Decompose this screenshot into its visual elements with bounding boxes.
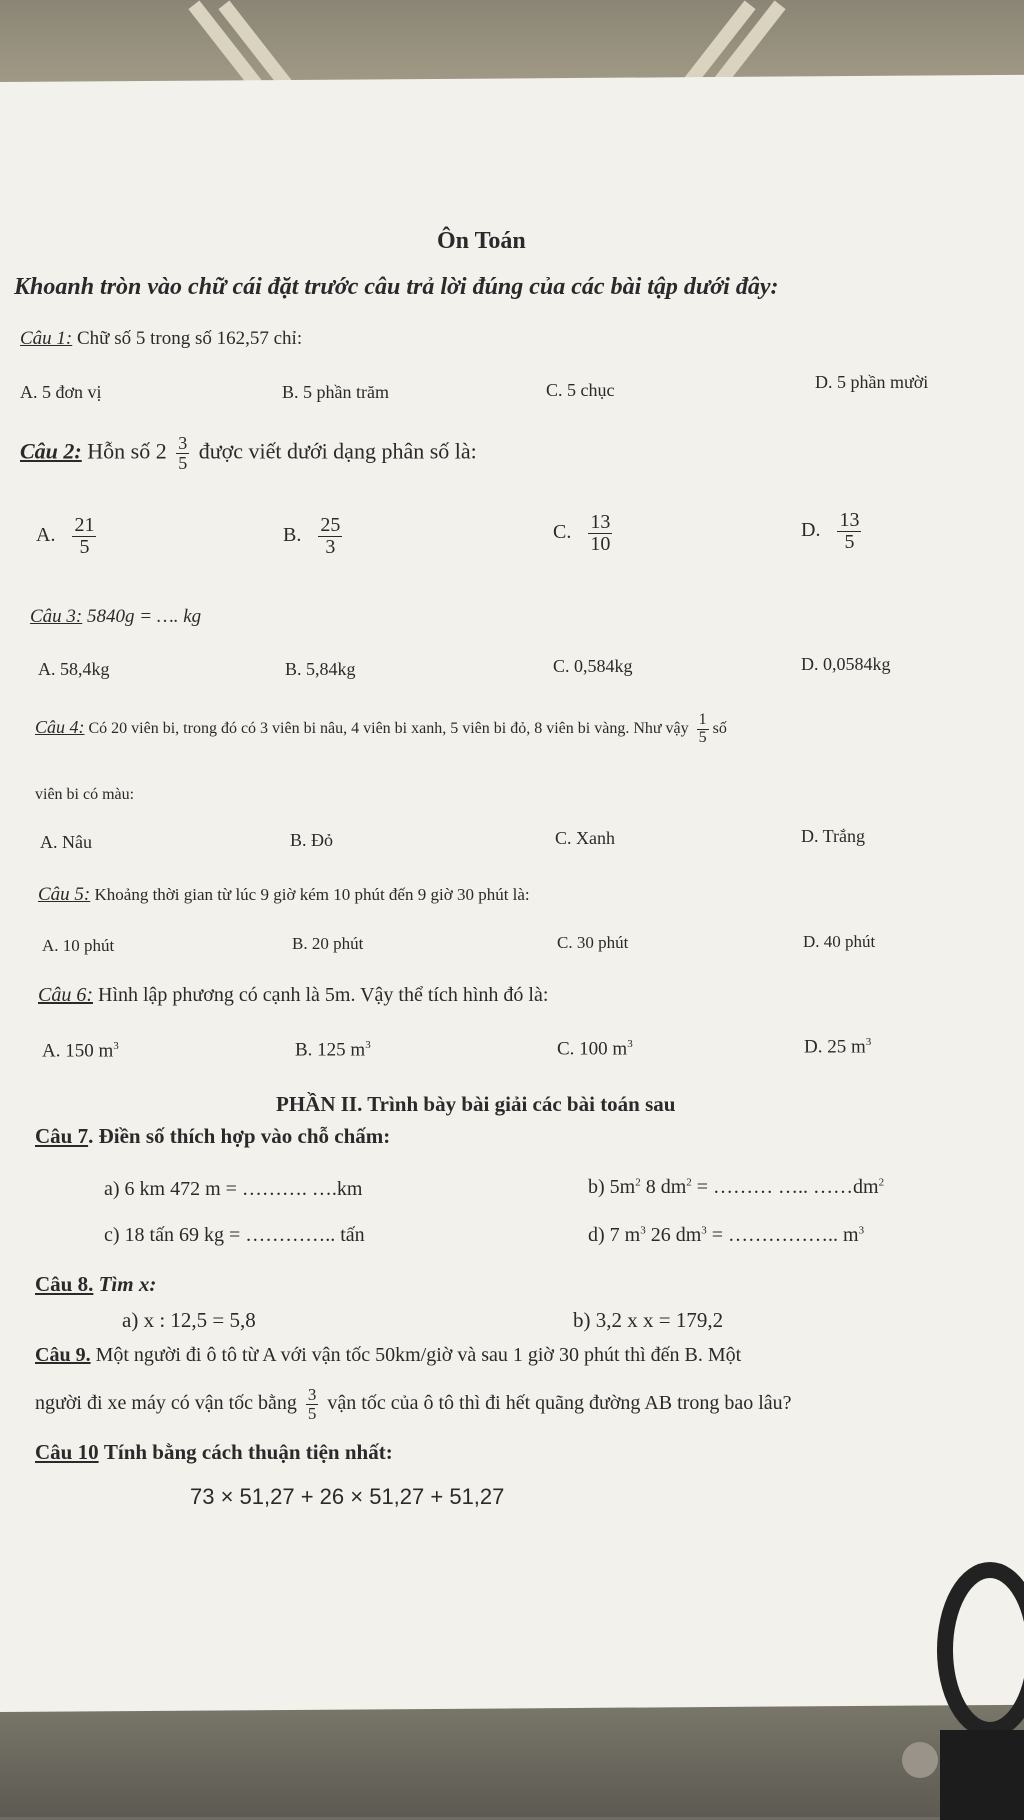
exercise-7a: a) 6 km 472 m = ………. ….km bbox=[104, 1178, 363, 1200]
option-d[interactable]: D. 25 $m^3$ bbox=[804, 1036, 872, 1058]
question-text: Khoảng thời gian từ lúc 9 giờ kém 10 phút đến 9 giờ 30 phút là: bbox=[94, 885, 530, 904]
option-a[interactable]: A. 10 phút bbox=[42, 936, 115, 955]
question-text: 5840g = …. kg bbox=[87, 606, 202, 627]
fraction: $\frac{21}{5}$ bbox=[74, 514, 95, 558]
question-2 bbox=[20, 434, 477, 473]
exercise-8b: b) 3,2 x x = 179,2 bbox=[573, 1308, 724, 1332]
question-8 bbox=[35, 1272, 156, 1297]
option-c[interactable]: C. Xanh bbox=[555, 828, 615, 848]
question-label: Câu 5: bbox=[38, 884, 91, 905]
option-b[interactable]: B. 20 phút bbox=[292, 934, 364, 953]
question-7 bbox=[35, 1124, 390, 1149]
question-text: Hỗn số 2 bbox=[87, 438, 167, 464]
option-b[interactable]: B. $\frac{25}{3}$ bbox=[283, 514, 341, 558]
question-text: Hình lập phương có cạnh là 5m. Vậy thể tích hình đó là: bbox=[98, 984, 549, 1006]
exercise-8a: a) x : 12,5 = 5,8 bbox=[122, 1308, 256, 1332]
question-label: Câu 9. bbox=[35, 1344, 91, 1366]
question-label: Câu 10 bbox=[35, 1440, 99, 1464]
fraction: $\frac{3}{5}$ bbox=[307, 1385, 317, 1423]
option-d[interactable]: D. 0,0584kg bbox=[801, 654, 891, 674]
option-b[interactable]: B. 5,84kg bbox=[285, 659, 356, 679]
question-10 bbox=[35, 1440, 393, 1465]
question-text: Chữ số 5 trong số 162,57 chỉ: bbox=[77, 328, 303, 349]
part-2-heading: PHẦN II. Trình bày bài giải các bài toán sau bbox=[276, 1092, 676, 1116]
option-c[interactable]: C. 0,584kg bbox=[553, 656, 633, 676]
option-b[interactable]: B. 125 $m^3$ bbox=[295, 1039, 371, 1061]
option-a[interactable]: A. $\frac{21}{5}$ bbox=[36, 514, 95, 558]
fraction: $\frac{3}{5}$ bbox=[178, 433, 188, 473]
option-c[interactable]: C. 5 chục bbox=[546, 380, 615, 400]
question-label: Câu 2: bbox=[20, 438, 82, 464]
option-d[interactable]: D. 40 phút bbox=[803, 932, 876, 951]
question-label: Câu 8. bbox=[35, 1272, 94, 1296]
option-c[interactable]: C. 30 phút bbox=[557, 933, 629, 952]
option-b[interactable]: B. 5 phần trăm bbox=[282, 382, 389, 402]
option-b[interactable]: B. Đỏ bbox=[290, 830, 334, 850]
question-3 bbox=[30, 606, 201, 628]
option-c[interactable]: C. 100 $m^3$ bbox=[557, 1038, 633, 1060]
option-a[interactable]: A. 5 đơn vị bbox=[20, 382, 102, 402]
exercise-7d: d) 7 $m^3$ 26 $dm^3$ = …………….. $m^3$ bbox=[588, 1224, 865, 1246]
question-text: . Điền số thích hợp vào chỗ chấm: bbox=[88, 1124, 391, 1148]
fraction: $\frac{1}{5}$ bbox=[698, 711, 707, 746]
question-text: Một người đi ô tô từ A với vận tốc 50km/giờ và sau 1 giờ 30 phút thì đến B. Một bbox=[95, 1344, 742, 1366]
keys-icon bbox=[880, 1560, 1024, 1820]
option-c[interactable]: C. $\frac{13}{10}$ bbox=[553, 511, 611, 555]
option-a[interactable]: A. 150 $m^3$ bbox=[42, 1040, 119, 1062]
question-4-line2: viên bi có màu: bbox=[35, 786, 135, 803]
question-4: Câu 4: Có 20 viên bi, trong đó có 3 viên bi nâu, 4 viên bi xanh, 5 viên bi đỏ, 8 viên bi vàng. Như vậy $\frac{1}{5}$ số bbox=[35, 711, 727, 746]
option-a[interactable]: A. 58,4kg bbox=[38, 659, 110, 679]
expression: 73 × 51,27 + 26 × 51,27 + 51,27 bbox=[190, 1484, 505, 1509]
question-5 bbox=[38, 884, 530, 906]
question-9 bbox=[35, 1344, 741, 1367]
option-d[interactable]: D. 5 phần mười bbox=[815, 372, 929, 392]
question-label: Câu 4: bbox=[35, 716, 85, 737]
question-6 bbox=[38, 984, 548, 1007]
question-label: Câu 1: bbox=[20, 328, 73, 349]
question-label: Câu 6: bbox=[38, 984, 93, 1006]
exercise-7c: c) 18 tấn 69 kg = ………….. tấn bbox=[104, 1224, 365, 1246]
option-d[interactable]: D. Trắng bbox=[801, 826, 866, 846]
question-label: Câu 7 bbox=[35, 1124, 89, 1148]
question-label: Câu 3: bbox=[30, 606, 83, 627]
option-a[interactable]: A. Nâu bbox=[40, 832, 92, 852]
fraction: $\frac{13}{5}$ bbox=[839, 509, 860, 553]
fraction: $\frac{25}{3}$ bbox=[320, 514, 341, 558]
exercise-7b: b) $5m^2$ 8 $dm^2$ = ……… ….. $\dots\dots dm^2$ bbox=[588, 1176, 885, 1198]
question-1 bbox=[20, 328, 302, 350]
option-d[interactable]: D. $\frac{13}{5}$ bbox=[801, 509, 860, 553]
question-text: Tìm x: bbox=[98, 1272, 157, 1296]
question-text: Tính bằng cách thuận tiện nhất: bbox=[103, 1440, 393, 1464]
question-9-line2: người đi xe máy có vận tốc bằng $\frac{3}{5}$ vận tốc của ô tô thì đi hết quãng đường AB trong bao lâu? bbox=[35, 1385, 792, 1423]
question-text: Có 20 viên bi, trong đó có 3 viên bi nâu, 4 viên bi xanh, 5 viên bi đỏ, 8 viên bi vàng. Như vậy bbox=[88, 719, 689, 737]
fraction: $\frac{13}{10}$ bbox=[590, 511, 611, 555]
instruction: Khoanh tròn vào chữ cái đặt trước câu trả lời đúng của các bài tập dưới đây: bbox=[14, 274, 779, 300]
question-text: được viết dưới dạng phân số là: bbox=[198, 438, 477, 464]
page-title: Ôn Toán bbox=[437, 228, 526, 254]
